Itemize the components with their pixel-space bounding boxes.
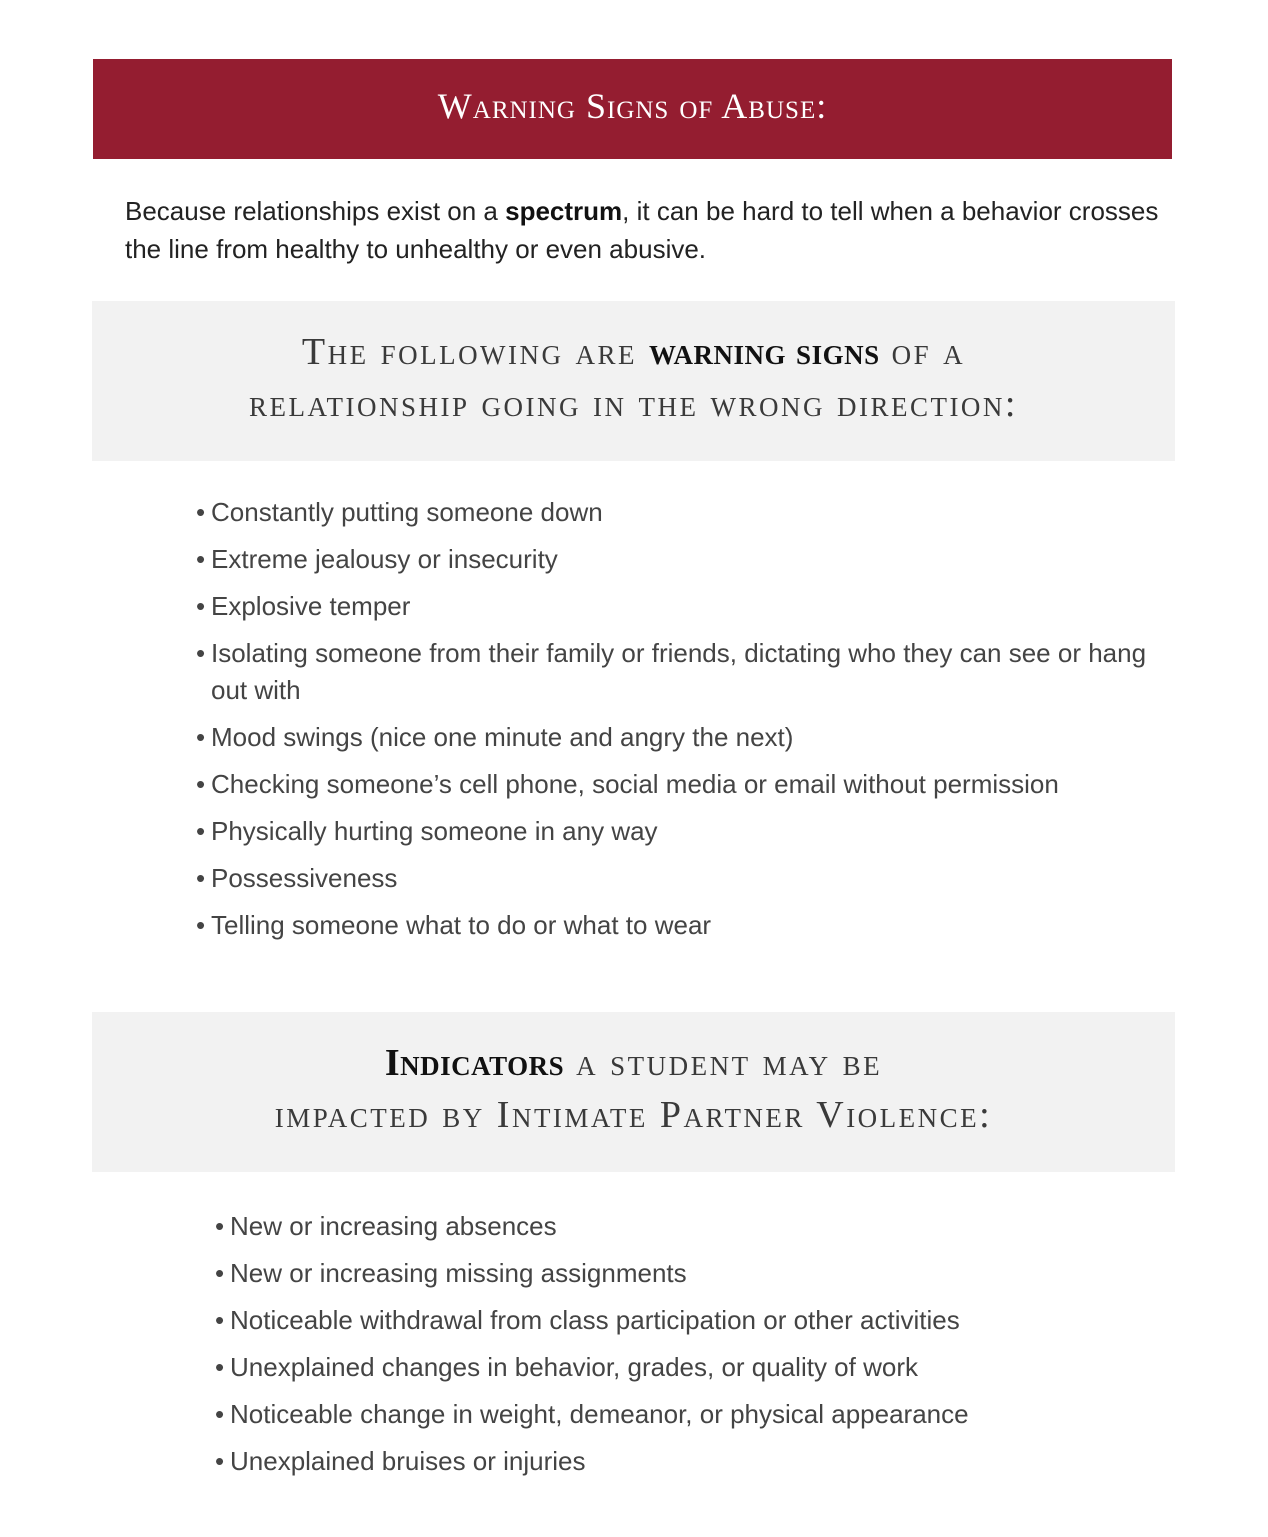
list-item-text: Physically hurting someone in any way	[211, 816, 658, 846]
indicators-heading-line2: impacted by Intimate Partner Violence:	[274, 1094, 993, 1136]
list-item-text: Telling someone what to do or what to wear	[211, 910, 712, 940]
warning-heading-line2: relationship going in the wrong direction:	[249, 383, 1018, 425]
intro-text-after: , it can be hard to tell when a behavior crosses the line from healthy to unhealthy or even abusive.	[125, 196, 1159, 264]
bullet: •	[196, 497, 206, 527]
list-item	[215, 1208, 1215, 1245]
list-item	[196, 907, 1196, 944]
bullet: •	[196, 769, 206, 799]
bullet: •	[215, 1352, 225, 1382]
indicators-heading-post: a student may be	[564, 1042, 883, 1084]
list-item	[215, 1396, 1215, 1433]
intro-text-before: Because relationships exist on a	[125, 196, 506, 226]
bullet: •	[215, 1211, 225, 1241]
list-item	[215, 1255, 1215, 1292]
list-item-text: Mood swings (nice one minute and angry the next)	[211, 722, 794, 752]
list-item	[196, 766, 1196, 803]
bullet: •	[196, 722, 206, 752]
warning-heading-pre: The following are	[301, 331, 650, 373]
list-item-text: Checking someone’s cell phone, social media or email without permission	[211, 769, 1059, 799]
bullet: •	[196, 816, 206, 846]
list-item-text: Constantly putting someone down	[211, 497, 603, 527]
list-item-text: Explosive temper	[211, 591, 411, 621]
list-item	[215, 1302, 1215, 1339]
indicators-heading-box	[92, 1012, 1175, 1172]
list-item-text: Noticeable change in weight, demeanor, or physical appearance	[230, 1399, 969, 1429]
list-item-text: Unexplained changes in behavior, grades, or quality of work	[230, 1352, 918, 1382]
list-item	[196, 860, 1196, 897]
warning-signs-list	[196, 494, 1196, 954]
title-banner	[93, 59, 1172, 159]
indicators-heading	[275, 1037, 992, 1141]
indicators-list	[215, 1208, 1215, 1490]
page-title: Warning Signs of Abuse:	[437, 86, 828, 126]
list-item-text: Noticeable withdrawal from class participation or other activities	[230, 1305, 960, 1335]
list-item	[196, 719, 1196, 756]
list-item-text: New or increasing absences	[230, 1211, 557, 1241]
list-item	[196, 588, 1196, 625]
list-item-text: Possessiveness	[211, 863, 398, 893]
list-item	[196, 813, 1196, 850]
list-item-text: New or increasing missing assignments	[230, 1258, 687, 1288]
list-item	[215, 1443, 1215, 1480]
bullet: •	[196, 591, 206, 621]
list-item-text: Extreme jealousy or insecurity	[211, 544, 558, 574]
list-item-text: Unexplained bruises or injuries	[230, 1446, 586, 1476]
warning-heading-emphasis: warning signs	[649, 331, 880, 373]
bullet: •	[215, 1305, 225, 1335]
intro-paragraph	[125, 192, 1195, 268]
bullet: •	[196, 544, 206, 574]
intro-emphasis: spectrum	[505, 196, 623, 226]
list-item	[196, 494, 1196, 531]
warning-heading-post: of a	[879, 331, 966, 373]
warning-signs-heading-box	[92, 301, 1175, 461]
warning-signs-heading	[249, 326, 1018, 430]
bullet: •	[196, 638, 206, 668]
bullet: •	[196, 863, 206, 893]
bullet: •	[215, 1258, 225, 1288]
list-item	[196, 635, 1196, 709]
bullet: •	[215, 1446, 225, 1476]
list-item	[215, 1349, 1215, 1386]
list-item-text: Isolating someone from their family or friends, dictating who they can see or hang out with	[211, 638, 1147, 705]
indicators-heading-emphasis: Indicators	[384, 1042, 565, 1084]
bullet: •	[196, 910, 206, 940]
bullet: •	[215, 1399, 225, 1429]
list-item	[196, 541, 1196, 578]
